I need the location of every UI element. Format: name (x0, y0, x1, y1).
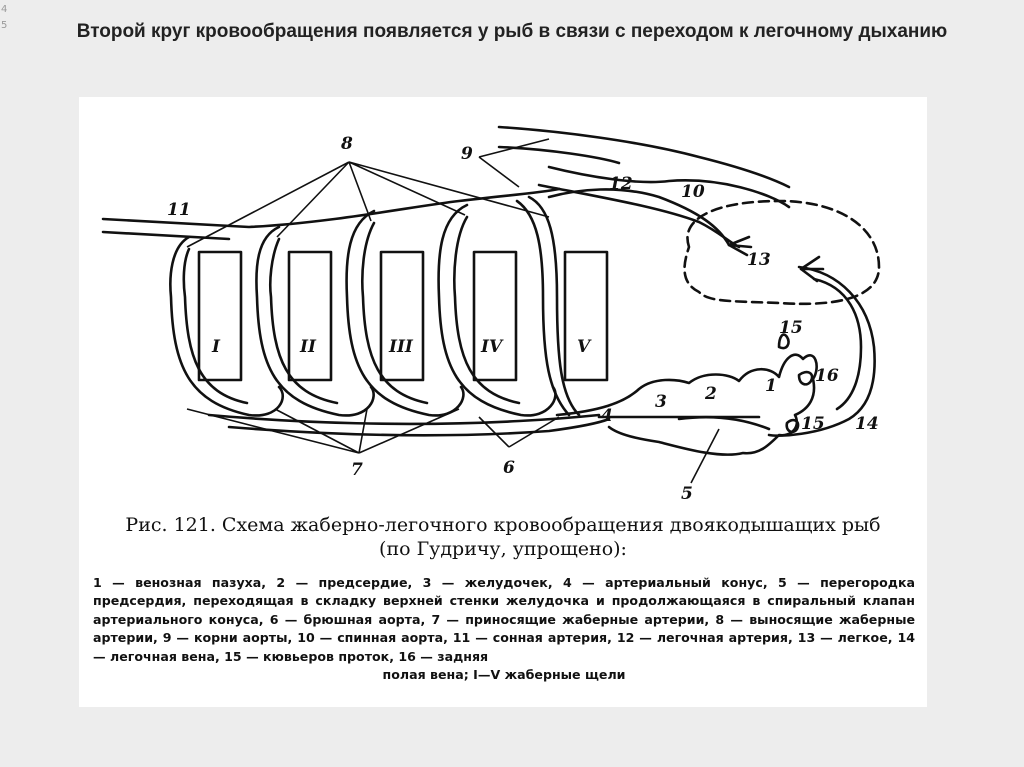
label-3: 3 (655, 392, 667, 412)
legend-text: 1 — венозная пазуха, 2 — предсердие, 3 — желудочек, 4 — артериальный конус, 5 — перегородка предсердия, переходящая в складку верхней стенки желудочка и продолжающаяся в спиральный клапан артериального конуса, 6 — брюшная аорта, 7 — приносящие жаберные артерии, 8 — выносящие жаберные артерии, 9 — корни аорты, 10 — спинная аорта, 11 — сонная артерия, 12 — легочная артерия, 13 — легкое, 14 — легочная вена, 15 — кювьеров проток, 16 — задняя (93, 575, 915, 664)
circulation-diagram (79, 97, 927, 507)
lung (685, 201, 879, 304)
slide-title: Второй круг кровообращения появляется у рыб в связи с переходом к легочному дыханию (76, 21, 948, 42)
pulmonary-vein (769, 267, 875, 436)
slide-number-line-2: 5 (1, 20, 8, 31)
slide-number-line-1: 4 (1, 4, 8, 15)
label-8: 8 (341, 134, 353, 154)
label-12: 12 (609, 174, 633, 194)
slit-label-5: V (577, 337, 591, 357)
label-15-bottom: 15 (801, 414, 825, 434)
label-11: 11 (167, 200, 191, 220)
aorta-roots (499, 127, 789, 187)
leader-9 (479, 139, 549, 187)
label-6: 6 (503, 458, 515, 478)
gill-slit-2 (289, 252, 331, 380)
label-10: 10 (681, 182, 705, 202)
label-5: 5 (681, 484, 693, 504)
label-1: 1 (765, 376, 777, 396)
slit-label-3: III (389, 337, 413, 357)
caption-line-1: Рис. 121. Схема жаберно-легочного кровообращения двоякодышащих рыб (125, 514, 881, 536)
label-4: 4 (601, 406, 613, 426)
label-2: 2 (705, 384, 717, 404)
figure-legend (93, 574, 915, 684)
label-9: 9 (461, 144, 473, 164)
label-13: 13 (747, 250, 771, 270)
label-16: 16 (815, 366, 839, 386)
slit-label-2: II (300, 337, 316, 357)
ventral-aorta (209, 415, 599, 424)
slit-label-1: I (212, 337, 220, 357)
slit-label-4: IV (481, 337, 503, 357)
heart (557, 355, 817, 455)
gill-slit-5 (565, 252, 607, 380)
slide-number (1, 2, 7, 34)
circulation-figure (79, 97, 927, 707)
caption-line-2: (по Гудричу, упрощено): (379, 538, 627, 560)
leader-5 (691, 429, 719, 483)
gill-slit-4 (474, 252, 516, 380)
legend-last-line: полая вена; I—V жаберные щели (382, 667, 626, 683)
label-15-top: 15 (779, 318, 803, 338)
label-7: 7 (351, 460, 363, 480)
gill-slit-1 (199, 252, 241, 380)
label-14: 14 (855, 414, 879, 434)
gill-slit-3 (381, 252, 423, 380)
figure-caption (79, 513, 927, 561)
